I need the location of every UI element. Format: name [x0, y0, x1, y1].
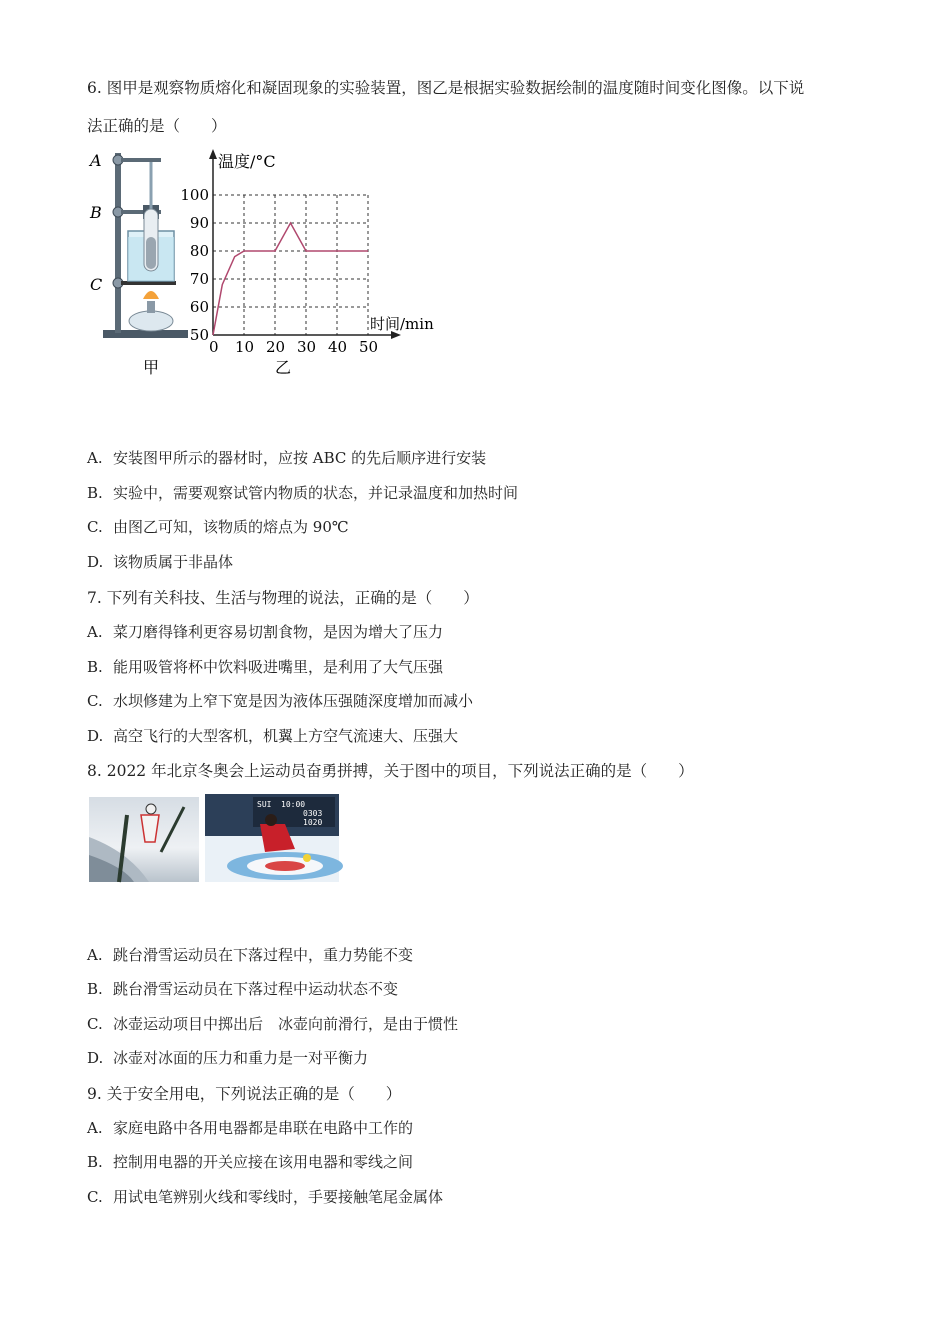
q9-stem: 9. 关于安全用电，下列说法正确的是（ ）	[87, 1085, 402, 1103]
q6-option-a	[87, 447, 486, 468]
y-tick-label: 60	[189, 298, 209, 316]
option-label: A.	[87, 623, 103, 641]
q7-stem: 7. 下列有关科技、生活与物理的说法，正确的是（ ）	[87, 589, 479, 607]
option-text: 用试电笔辨别火线和零线时，手要接触笔尾金属体	[113, 1188, 444, 1206]
option-label: B.	[87, 980, 103, 998]
scoreboard-team: SUI	[257, 800, 272, 809]
option-text: 该物质属于非晶体	[113, 553, 234, 571]
figure-jia-caption: 甲	[143, 358, 160, 377]
option-text: 跳台滑雪运动员在下落过程中，重力势能不变	[113, 946, 414, 964]
option-text: 水坝修建为上窄下宽是因为液体压强随深度增加而减小	[113, 692, 474, 710]
option-text: 由图乙可知，该物质的熔点为 90℃	[113, 518, 349, 536]
q8-option-a	[87, 944, 413, 965]
option-label: C.	[87, 1188, 103, 1206]
x-tick-label: 10	[235, 338, 255, 356]
y-tick-label: 80	[189, 242, 209, 260]
option-text: 高空飞行的大型客机，机翼上方空气流速大、压强大	[113, 727, 459, 745]
curling-stone	[303, 854, 311, 862]
ski-jump-photo	[89, 797, 199, 882]
x-tick-label: 40	[328, 338, 348, 356]
q6-stem-line2: 法正确的是（ ）	[87, 117, 227, 135]
scoreboard-value2: 1020	[303, 818, 323, 827]
q7-option-d	[87, 725, 458, 746]
option-label: B.	[87, 658, 103, 676]
q6-option-c	[87, 516, 349, 537]
option-text: 能用吸管将杯中饮料吸进嘴里，是利用了大气压强	[113, 658, 444, 676]
option-text: 冰壶运动项目中掷出后 冰壶向前滑行，是由于惯性	[113, 1015, 459, 1033]
x-tick-label: 50	[359, 338, 379, 356]
option-label: D.	[87, 553, 104, 571]
option-text: 菜刀磨得锋利更容易切割食物，是因为增大了压力	[113, 623, 444, 641]
q8-stem: 8. 2022 年北京冬奥会上运动员奋勇拼搏，关于图中的项目，下列说法正确的是（ ）	[87, 762, 694, 780]
chart-axes	[209, 149, 401, 339]
y-tick-label: 100	[180, 186, 209, 204]
stand-pole	[115, 153, 121, 333]
option-label: C.	[87, 1015, 103, 1033]
curling-photo	[205, 794, 339, 882]
option-label: A.	[87, 449, 103, 467]
flame	[143, 291, 159, 299]
alcohol-lamp	[129, 311, 173, 331]
apparatus-figure	[85, 145, 195, 377]
label-B: B	[90, 203, 102, 222]
option-text: 跳台滑雪运动员在下落过程中运动状态不变	[113, 980, 399, 998]
temperature-curve	[213, 223, 368, 335]
y-tick-label: 90	[189, 214, 209, 232]
option-label: A.	[87, 946, 103, 964]
q9-option-a	[87, 1117, 413, 1138]
option-text: 家庭电路中各用电器都是串联在电路中工作的	[113, 1119, 414, 1137]
label-C: C	[90, 275, 103, 294]
chart-grid	[213, 195, 368, 335]
x-tick-label: 0	[209, 338, 219, 356]
option-text: 冰壶对冰面的压力和重力是一对平衡力	[113, 1049, 369, 1067]
q6-stem-line1: 6. 图甲是观察物质熔化和凝固现象的实验装置，图乙是根据实验数据绘制的温度随时间变化图像。以下说	[87, 79, 805, 97]
temperature-chart	[180, 145, 455, 380]
option-label: A.	[87, 1119, 103, 1137]
option-text: 实验中，需要观察试管内物质的状态，并记录温度和加热时间	[113, 484, 519, 502]
option-label: B.	[87, 1153, 103, 1171]
x-tick-label: 30	[297, 338, 317, 356]
ski-right	[161, 807, 184, 852]
y-tick-label: 70	[189, 270, 209, 288]
q8-option-b	[87, 978, 398, 999]
q9-option-c	[87, 1186, 443, 1207]
figure-yi-caption: 乙	[275, 358, 292, 377]
option-text: 控制用电器的开关应接在该用电器和零线之间	[113, 1153, 414, 1171]
q7-option-b	[87, 656, 443, 677]
x-tick-label: 20	[266, 338, 286, 356]
q8-option-c	[87, 1013, 458, 1034]
q7-option-a	[87, 621, 443, 642]
option-text: 安装图甲所示的器材时，应按 ABC 的先后顺序进行安装	[113, 449, 487, 467]
q9-option-b	[87, 1151, 413, 1172]
q6-option-b	[87, 482, 518, 503]
option-label: B.	[87, 484, 103, 502]
q8-option-d	[87, 1047, 368, 1068]
ski-jumper	[141, 815, 159, 842]
x-axis-label: 时间/min	[370, 315, 434, 333]
option-label: C.	[87, 518, 103, 536]
scoreboard-time: 10:00	[281, 800, 306, 809]
q7-option-c	[87, 690, 473, 711]
y-axis-arrow	[209, 149, 217, 159]
scoreboard-value1: 0303	[303, 809, 323, 818]
q6-option-d	[87, 551, 233, 572]
option-label: D.	[87, 727, 104, 745]
option-label: D.	[87, 1049, 104, 1067]
y-axis-label: 温度/°C	[218, 152, 276, 171]
option-label: C.	[87, 692, 103, 710]
y-tick-label: 50	[189, 326, 209, 344]
label-A: A	[90, 151, 102, 170]
